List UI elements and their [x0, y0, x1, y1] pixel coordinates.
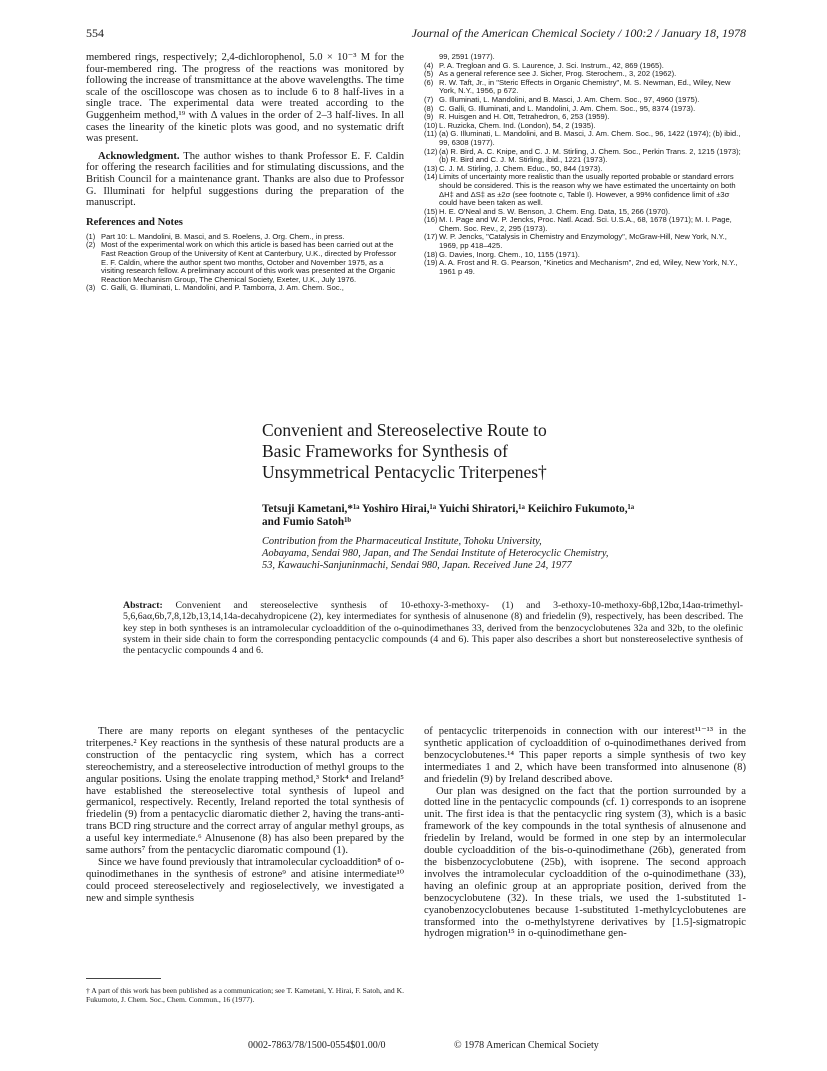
acknowledgment-paragraph	[86, 151, 404, 209]
copyright: © 1978 American Chemical Society	[454, 1040, 599, 1051]
reference-number: (14)	[424, 172, 438, 182]
reference-item	[424, 216, 746, 233]
reference-text: (a) R. Bird, A. C. Knipe, and C. J. M. Stirling, J. Chem. Soc., Perkin Trans. 2, 1215 (1973); (b) R. Bird and C. J. M. Stirling, ibid., 1221 (1973).	[439, 146, 741, 165]
title-line: Unsymmetrical Pentacyclic Triterpenes†	[262, 462, 547, 482]
affiliation-line: 53, Kawauchi-Sanjuninmachi, Sendai 980, Japan. Received June 24, 1977	[262, 560, 572, 571]
reference-number: (8)	[424, 103, 434, 113]
body-right-column	[424, 726, 746, 940]
affiliation	[262, 536, 746, 572]
page-number: 554	[86, 26, 104, 40]
reference-number: (7)	[424, 94, 434, 104]
body-left-column	[86, 726, 404, 905]
reference-number: (9)	[424, 112, 434, 122]
reference-number: (10)	[424, 120, 438, 130]
footnote: † A part of this work has been published as a communication; see T. Kametani, Y. Hirai, F. Satoh, and K. Fukumoto, J. Chem. Soc., Chem. Commun., 16 (1977).	[86, 986, 404, 1004]
acknowledgment-label: Acknowledgment.	[98, 150, 180, 162]
reference-number: (16)	[424, 215, 438, 225]
reference-text: Limits of uncertainty more realistic than the usually reported probable or standard errors should be considered. This is the reason why we have estimated the uncertainty on both ΔH‡ and ΔS‡ as ±2σ (see footnote c, Table I). However, a 99% confidence limit of ±3σ could have been taken as well.	[439, 172, 736, 208]
body-paragraph: Our plan was designed on the fact that the portion surrounded by a dotted line in the pentacyclic compounds (cf. 1) corresponds to an isoprene unit. The first idea is that the pentacyclic ring system (3), which is a basic framework of the key compounds in the total synthesis of alnusenone and friedelin by Ireland, would be formed in one step by an intermolecular double cycloaddition of the bis-o-quinodimethane (26b), generated from the bisbenzocyclobutene (25b), with isoprene. The second approach involves the intramolecular cycloaddition of the o-quinodimethane (33), having an olefinic group at an appropriate position, derived from the benzocyclobutene (32). In these trials, we used the 1-substituted 1-cyanobenzocyclobutenes because 1-substituted 1-methylcyclobutenes are transformed into the o-methylstyrene derivatives by [1.5]-sigmatropic hydrogen migration¹⁵ in o-quinodimethane gen-	[424, 785, 746, 940]
reference-number: (6)	[424, 77, 434, 87]
reference-number: (12)	[424, 146, 438, 156]
reference-text: L. Ruzicka, Chem. Ind. (London), 54, 2 (1935).	[439, 120, 596, 130]
references-heading: References and Notes	[86, 216, 183, 228]
reference-number: (13)	[424, 163, 438, 173]
reference-number: (5)	[424, 69, 434, 79]
reference-text: Most of the experimental work on which this article is based has been carried out at the Fast Reaction Group of the University of Kent at Canterbury, U.K., directed by Professor E. F. Caldin, where the author spent two months, October and November 1975, as a visiting research fellow. A preliminary account of this work was presented at the Organic Reaction Mechanism Group, The Chemical Society, Exeter, U.K., July 1976.	[101, 240, 397, 284]
reference-item	[86, 284, 404, 293]
reference-text: R. Huisgen and H. Ott, Tetrahedron, 6, 253 (1959).	[439, 112, 610, 122]
references-list-left	[86, 233, 404, 293]
footnote-rule	[86, 978, 161, 979]
reference-item	[424, 259, 746, 276]
abstract-label: Abstract:	[123, 600, 163, 611]
reference-text: M. I. Page and W. P. Jencks, Proc. Natl. Acad. Sci. U.S.A., 68, 1678 (1971); M. I. Page, Chem. Soc. Rev., 2, 295 (1973).	[439, 215, 732, 233]
reference-text: P. A. Tregloan and G. S. Laurence, J. Sci. Instrum., 42, 869 (1965).	[439, 60, 664, 70]
title-line: Basic Frameworks for Synthesis of	[262, 441, 508, 461]
reference-text: C. J. M. Stirling, J. Chem. Educ., 50, 844 (1973).	[439, 163, 603, 173]
authors-line: Tetsuji Kametani,*¹ᵃ Yoshiro Hirai,¹ᵃ Yuichi Shiratori,¹ᵃ Keiichiro Fukumoto,¹ᵃ	[262, 503, 635, 515]
journal-line: Journal of the American Chemical Society / 100:2 / January 18, 1978	[411, 26, 746, 40]
reference-text: A. A. Frost and R. G. Pearson, "Kinetics and Mechanism", 2nd ed, Wiley, New York, N.Y., 1961 p 49.	[439, 258, 738, 276]
reference-text: As a general reference see J. Sicher, Prog. Sterochem., 3, 202 (1962).	[439, 69, 677, 79]
acknowledgment-text: The author wishes to thank Professor E. F. Caldin for offering the research facilities and for stimulating discussions, and the British Council for a maintenance grant. Thanks are also due to Professor G. Illuminati for helpful suggestions during the preparation of the manuscript.	[86, 150, 404, 209]
reference-number: (17)	[424, 232, 438, 242]
affiliation-line: Aobayama, Sendai 980, Japan, and The Sendai Institute of Heterocyclic Chemistry,	[262, 548, 609, 559]
references-list-right	[424, 53, 746, 276]
abstract-text: Convenient and stereoselective synthesis of 10-ethoxy-3-methoxy- (1) and 3-ethoxy-10-methoxy-6bβ,12bα,14aα-trimethyl-5,6,6aα,6b,7,8,12b,13,14,14a-decahydropicene (2), key intermediates for synthesis of alnusenone (8) and friedelin (9), respectively, has been described. The key step in both syntheses is an intramolecular cycloaddition of the o-quinodimethanes 33, derived from the benzocyclobutenes 32a and 32b, to the olefinic system in their side chain to form the corresponding pentacyclic compounds (4 and 6). This paper also describes a short but nonstereoselective synthesis of the pentacyclic compounds 4 and 6.	[123, 600, 743, 657]
reference-number: (3)	[86, 283, 96, 293]
authors-line: and Fumio Satoh¹ᵇ	[262, 516, 352, 528]
reference-text: C. Galli, G. Illuminati, and L. Mandolini, J. Am. Chem. Soc., 95, 8374 (1973).	[439, 103, 696, 113]
reference-text: H. E. O'Neal and S. W. Benson, J. Chem. Eng. Data, 15, 266 (1970).	[439, 206, 671, 216]
reference-text: W. P. Jencks, "Catalysis in Chemistry and Enzymology", McGraw-Hill, New York, N.Y., 1969, pp 418–425.	[439, 232, 727, 251]
reference-text: Part 10: L. Mandolini, B. Masci, and S. Roelens, J. Org. Chem., in press.	[101, 231, 345, 241]
reference-item	[424, 79, 746, 96]
body-paragraph: of pentacyclic triterpenoids in connection with our interest¹¹⁻¹³ in the synthetic application of cycloaddition of o-quinodimethanes derived from benzocyclobutenes.¹⁴ This paper reports a simple synthesis of two key intermediates 1 and 2, which have been transformed into alnusenone (8) and friedelin (9) by Ireland described above.	[424, 726, 746, 785]
reference-text: G. Davies, Inorg. Chem., 10, 1155 (1971).	[439, 249, 580, 259]
reference-text: 99, 2591 (1977).	[439, 52, 495, 61]
reference-text: C. Galli, G. Illuminati, L. Mandolini, and P. Tamborra, J. Am. Chem. Soc.,	[101, 283, 344, 293]
affiliation-line: Contribution from the Pharmaceutical Institute, Tohoku University,	[262, 536, 542, 547]
prev-article-paragraph: membered rings, respectively; 2,4-dichlorophenol, 5.0 × 10⁻³ M for the four-membered ring. The progress of the reactions was monitored by following the increase of transmittance at the above wavelengths. The time scale of the oscilloscope was chosen as to include 6 to 8 half-lives in a single trace. The experimental data were treated according to the Guggenheim method,¹⁹ with Δ values in the order of 2–3 half-lives. In all cases the linearity of the kinetic plots was good, and no systematic drift was present.	[86, 52, 404, 145]
reference-number: (1)	[86, 231, 96, 241]
reference-item	[424, 233, 746, 250]
reference-text: R. W. Taft, Jr., in "Steric Effects in Organic Chemistry", M. S. Newman, Ed., Wiley, New York, N.Y., 1956, p 672.	[439, 77, 731, 96]
reference-text: (a) G. Illuminati, L. Mandolini, and B. Masci, J. Am. Chem. Soc., 96, 1422 (1974); (b) ibid., 99, 6308 (1977).	[439, 129, 741, 147]
reference-number: (19)	[424, 258, 438, 268]
article-code: 0002-7863/78/1500-0554$01.00/0	[248, 1040, 386, 1051]
title-line: Convenient and Stereoselective Route to	[262, 420, 547, 440]
reference-item	[86, 241, 404, 284]
reference-number: (15)	[424, 206, 438, 216]
reference-number: (18)	[424, 249, 438, 259]
body-paragraph: Since we have found previously that intramolecular cycloaddition⁸ of o-quinodimethanes in the synthesis of estrone⁹ and atisine intermediate¹⁰ could proceed stereoselectively and regioselectively, we investigated a new and simple synthesis	[86, 856, 404, 904]
reference-item	[424, 130, 746, 147]
abstract	[123, 600, 743, 656]
reference-number: (11)	[424, 129, 437, 139]
article-title	[262, 420, 742, 483]
reference-item	[424, 148, 746, 165]
reference-text: G. Illuminati, L. Mandolini, and B. Masci, J. Am. Chem. Soc., 97, 4960 (1975).	[439, 94, 700, 104]
prev-article-left-column	[86, 52, 404, 293]
body-paragraph: There are many reports on elegant syntheses of the pentacyclic triterpenes.² Key reactions in the synthesis of these natural products are a construction of the pentacyclic ring system, which has a correct stereochemistry, and a stereoselective introduction of methyl groups to the angular positions. Using the enolate trapping method,³ Stork⁴ and Ireland⁵ have established the stereoselective total synthesis of lupeol and germanicol, respectively. Recently, Ireland reported the total synthesis of friedelin (9) from a pentacyclic diaromatic diether 2, having the trans-anti-trans BCD ring structure and the correct array of angular methyl groups, as a useful key intermediate.⁶ Alnusenone (8) has also been prepared by the same authors⁷ from the pentacyclic diaromatic compound (1).	[86, 726, 405, 857]
author-list	[262, 503, 746, 529]
reference-number: (2)	[86, 240, 96, 250]
reference-number: (4)	[424, 60, 434, 70]
reference-item	[424, 173, 746, 207]
